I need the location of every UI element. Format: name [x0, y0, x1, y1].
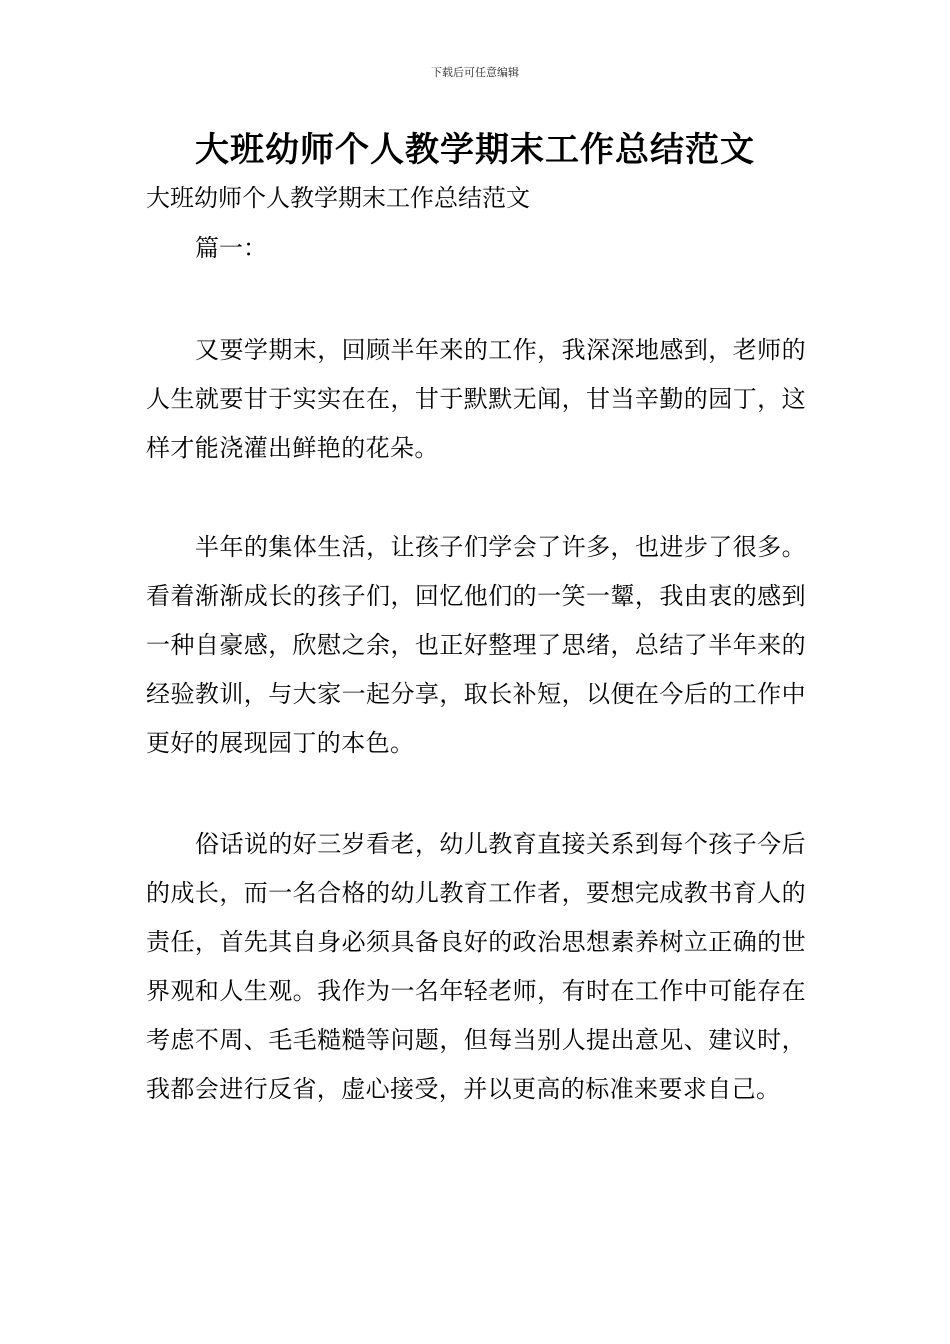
paragraph-3: 俗话说的好三岁看老，幼儿教育直接关系到每个孩子今后的成长，而一名合格的幼儿教育工作者，要想完成教书育人的责任，首先其自身必须具备良好的政治思想素养树立正确的世界观和人生观。我作为一名年轻老师，有时在工作中可能存在考虑不周、毛毛糙糙等问题，但每当别人提出意见、建议时，我都会进行反省，虚心接受，并以更高的标准来要求自己。 — [146, 830, 806, 1103]
document-title: 大班幼师个人教学期末工作总结范文 — [195, 130, 755, 170]
section-label: 篇一： — [195, 234, 267, 262]
paragraph-1: 又要学期末，回顾半年来的工作，我深深地感到，老师的人生就要甘于实实在在，甘于默默无闻，甘当辛勤的园丁，这样才能浇灌出鲜艳的花朵。 — [146, 336, 806, 462]
header-note: 下载后可任意编辑 — [431, 66, 519, 79]
paragraph-2: 半年的集体生活，让孩子们学会了许多，也进步了很多。看着渐渐成长的孩子们，回忆他们的一笑一颦，我由衷的感到一种自豪感，欣慰之余，也正好整理了思绪，总结了半年来的经验教训，与大家一起分享，取长补短，以便在今后的工作中更好的展现园丁的本色。 — [146, 533, 806, 757]
document-subtitle: 大班幼师个人教学期末工作总结范文 — [146, 184, 530, 212]
